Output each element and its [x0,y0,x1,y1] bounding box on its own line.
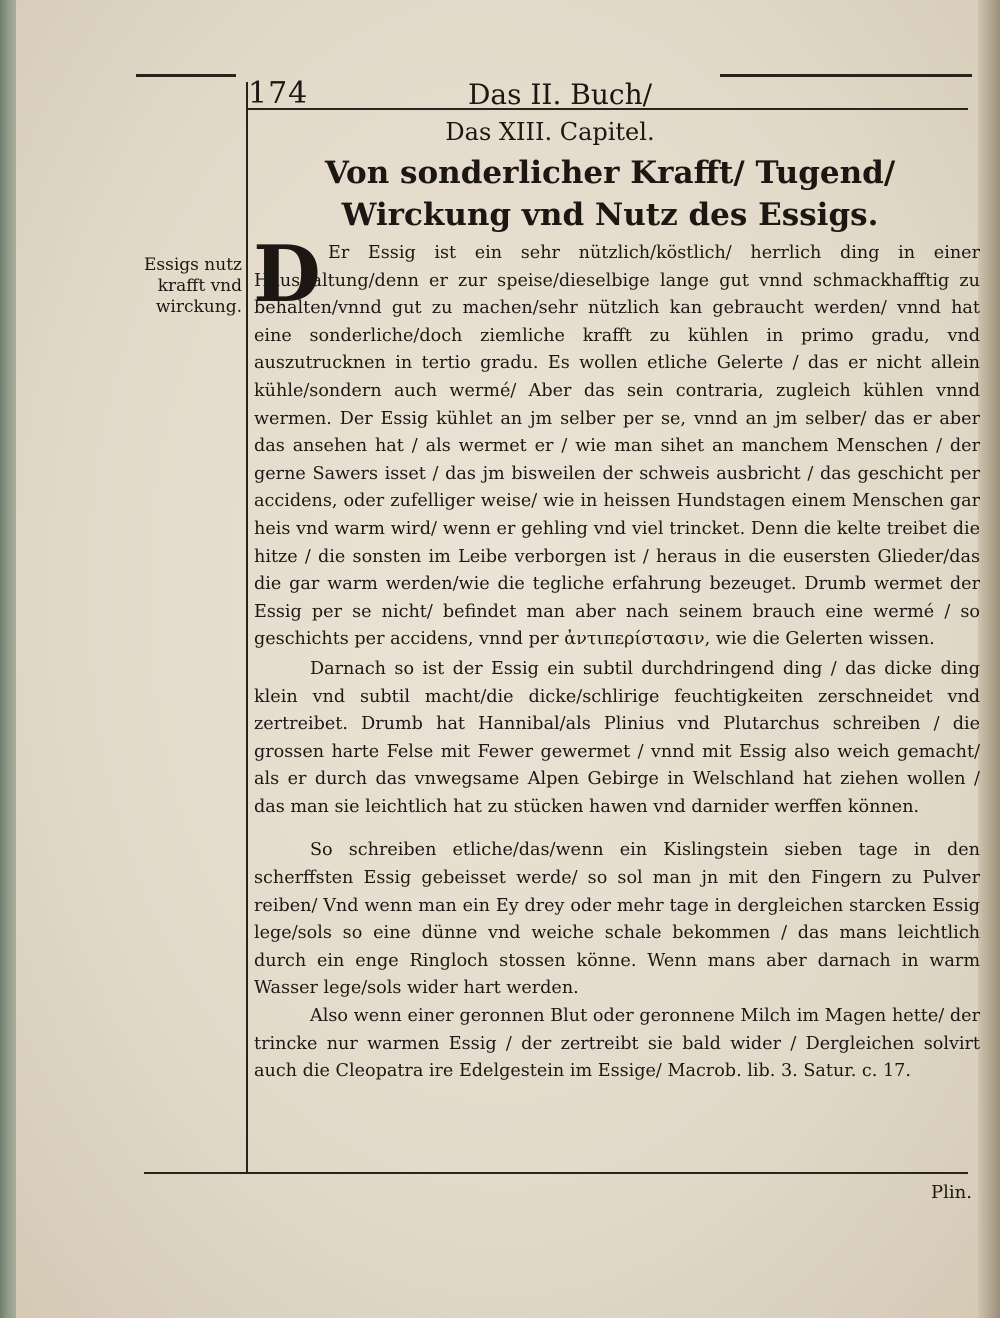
catchword: Plin. [931,1182,972,1203]
running-title: Das II. Buch/ [467,78,653,111]
chapter-heading: Von sonderlicher Krafft/ Tugend/ Wirckung vnd Nutz des Essigs. [324,155,896,233]
chapter-label: Das XIII. Capitel. [445,118,655,146]
paragraph-3: So schreiben etliche/das/wenn ein Kislingstein sieben tage in den scherffsten Essig gebeisset werde/ so sol man jn mit den Fingern zu Pulver reiben/ Vnd wenn man ein Ey drey oder mehr tage in dergleichen starcken Essig lege/sols so eine dünne vnd weiche schale bekommen / das mans leichtlich durch ein enge Ringloch stossen könne. Wenn mans aber darnach in warm Wasser lege/sols wider hart werden. [254,840,980,999]
page-edge [978,0,1000,1318]
book-spine [0,0,16,1318]
footer-rule [144,1172,968,1174]
body-text [253,229,980,1086]
paragraph-2: Darnach so ist der Essig ein subtil durchdringend ding / das dicke ding klein vnd subtil macht/die dicke/schlirige feuchtigkeiten zerschneidet vnd zertreibet. Drumb hat Hannibal/als Plinius vnd Plutarchus schreiben / die grossen harte Felse mit Fewer gewermet / vnnd mit Essig also weich gemacht/ als er durch das vnwegsame Alpen Gebirge in Welschland hat ziehen wollen / das man sie leichtlich hat zu stücken hawen vnd darnider werffen können. [254,658,980,817]
header-rule-left [136,74,236,77]
paragraph-1: Er Essig ist ein sehr nützlich/köstlich/ herrlich ding in einer Haushaltung/denn er zur speise/dieselbige lange gut vnnd schmackhafftig zu behalten/vnnd gut zu machen/sehr nützlich kan gebraucht werden/ vnnd hat eine sonderliche/doch ziemliche krafft zu kühlen in primo gradu, vnd auszutrucknen in tertio gradu. Es wollen etliche Gelerte / das er nicht allein kühle/sondern auch wermé/ Aber das sein contraria, zugleich kühlen vnnd wermen. Der Essig kühlet an jm selber per se, vnnd an jm selber/ das er aber das ansehen hat / als wermet er / wie man sihet an manchem Menschen / der gerne Sawers isset / das jm bisweilen der schweis ausbricht / das geschicht per accidens, oder zufelliger weise/ wie in heissen Hundstagen einem Menschen gar heis vnd warm wird/ wenn er gehling vnd viel trincket. Denn die kelte treibet die hitze / die sonsten im Leibe verborgen ist / heraus in die eusersten Glieder/das die gar warm werden/wie die tegliche erfahrung bezeuget. Drumb wermet der Essig per se nicht/ befindet man aber nach seinem brauch eine wermé / so geschichts per accidens, vnnd per ἀντιπερίστασιν, wie die Gelerten wissen. [254,243,980,650]
drop-cap: D [253,229,321,320]
margin-vertical-rule [246,82,248,1172]
header-rule-right [720,74,972,77]
paragraph-4: Also wenn einer geronnen Blut oder geronnene Milch im Magen hette/ der trincke nur warmen Essig / der zertreibt sie bald wider / Dergleichen solvirt auch die Cleopatra ire Edelgestein im Essige/ Macrob. lib. 3. Satur. c. 17. [254,1006,980,1082]
margin-note: Essigs nutz krafft vnd wirckung. [144,255,242,317]
page-number: 174 [248,76,309,111]
